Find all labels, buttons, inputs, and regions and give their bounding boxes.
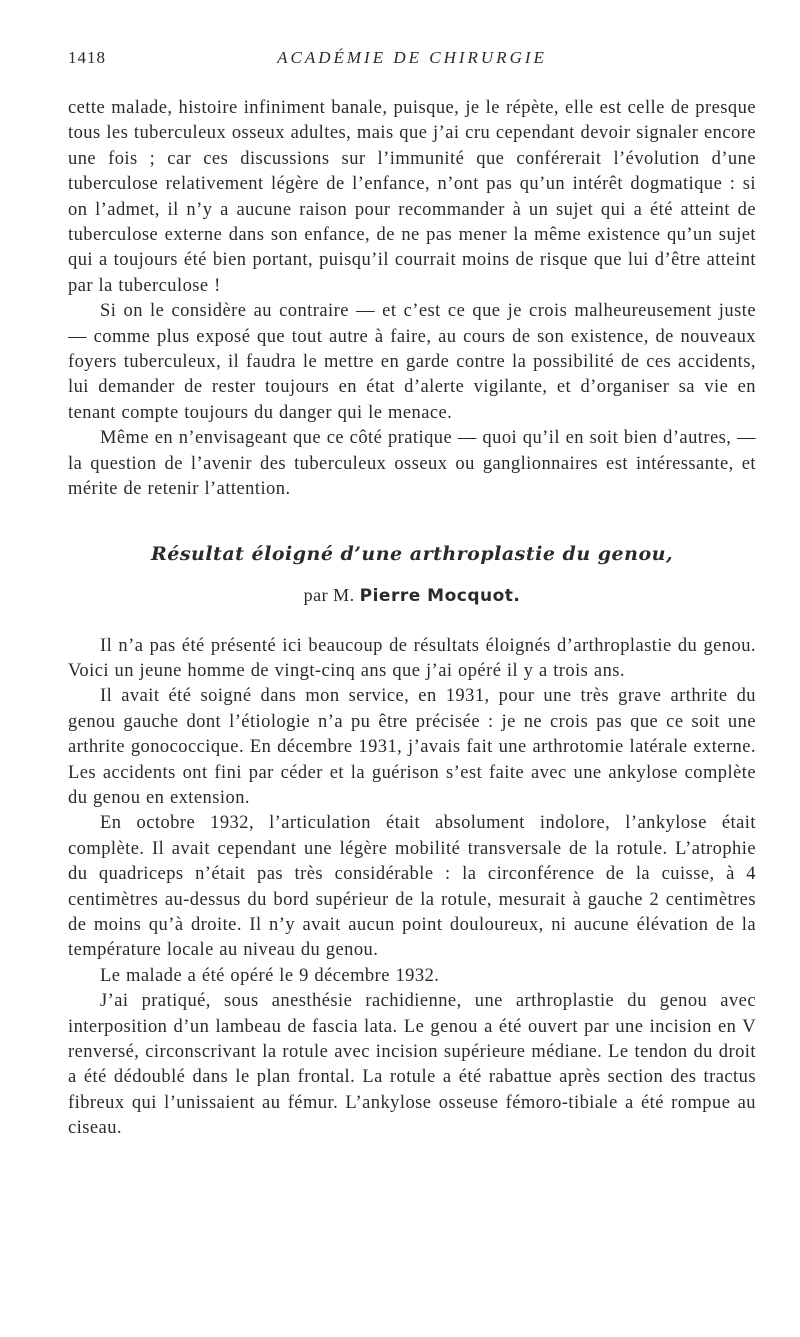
byline-prefix: par M. bbox=[303, 584, 355, 605]
author-name: Pierre Mocquot. bbox=[359, 585, 521, 606]
paragraph: cette malade, histoire infiniment banale, puisque, je le répète, elle est celle de presque tous les tuberculeux osseux adultes, mais que j’ai cru cependant devoir signaler encore une fois ; car ces discussions sur l’immunité que conférerait l’évolution d’une tuberculose relativement légère de l’enfance, n’ont pas qu’un intérêt dogmatique : si on l’admet, il n’y a aucune raison pour recommander à un sujet qui a été atteint de tuberculose externe dans son enfance, de ne pas mener la même existence qu’un sujet qui a toujours été bien portant, puisqu’il courrait moins de risque que lui d’être atteint par la tuberculose ! bbox=[68, 98, 756, 296]
paragraph: Il avait été soigné dans mon service, en 1931, pour une très grave arthrite du genou gauche dont l’étiologie n’a pu être précisée : je ne crois pas que ce soit une arthrite gonococcique. En décembre 1931, j’avais fait une arthrotomie latérale externe. Les accidents ont fini par céder et la guérison s’est faite avec une ankylose complète du genou en extension. bbox=[68, 686, 756, 808]
paragraph: Même en n’envisageant que ce côté pratique — quoi qu’il en soit bien d’autres, — la question de l’avenir des tuberculeux osseux ou ganglionnaires est intéressante, et mérite de retenir l’attention. bbox=[68, 428, 756, 500]
previous-article-conclusion bbox=[68, 96, 756, 503]
paragraph: En octobre 1932, l’articulation était absolument indolore, l’ankylose était complète. Il avait cependant une légère mobilité transversale de la rotule. L’atrophie du quadriceps n’était pas très considérable : la circonférence de la cuisse, à 4 centimètres au-dessus du bord supérieur de la rotule, mesurait à gauche 2 centimètres de moins qu’à droite. Il n’y avait aucun point douloureux, ni aucune élévation de la température locale au niveau du genou. bbox=[68, 813, 756, 961]
article-title: Résultat éloigné d’une arthroplastie du genou, bbox=[150, 542, 674, 565]
paragraph: Si on le considère au contraire — et c’est ce que je crois malheureusement juste — comme plus exposé que tout autre à faire, au cours de son existence, de nouveaux foyers tuberculeux, il faudra le mettre en garde contre la possibilité de ces accidents, lui demander de rester toujours en état d’alerte vigilante, et d’organiser sa vie en tenant compte toujours du danger qui le menace. bbox=[68, 301, 756, 423]
book-page bbox=[68, 48, 756, 1142]
paragraph: Il n’a pas été présenté ici beaucoup de résultats éloignés d’arthroplastie du genou. Voici un jeune homme de vingt-cinq ans que j’ai opéré il y a trois ans. bbox=[68, 635, 756, 681]
paragraph: Le malade a été opéré le 9 décembre 1932. bbox=[100, 965, 440, 986]
journal-title: ACADÉMIE DE CHIRURGIE bbox=[277, 48, 547, 67]
byline bbox=[68, 585, 756, 606]
paragraph: J’ai pratiqué, sous anesthésie rachidienne, une arthroplastie du genou avec interposition d’un lambeau de fascia lata. Le genou a été ouvert par une incision en V renversé, circonscrivant la rotule avec incision supérieure médiane. Le tendon du droit a été dédoublé dans le plan frontal. La rotule a été rabattue après section des tractus fibreux qui l’unissaient au fémur. L’ankylose osseuse fémoro-tibiale a été rompue au ciseau. bbox=[68, 991, 756, 1139]
running-head bbox=[68, 48, 756, 78]
page-number: 1418 bbox=[68, 48, 106, 67]
article-body bbox=[68, 634, 756, 1142]
